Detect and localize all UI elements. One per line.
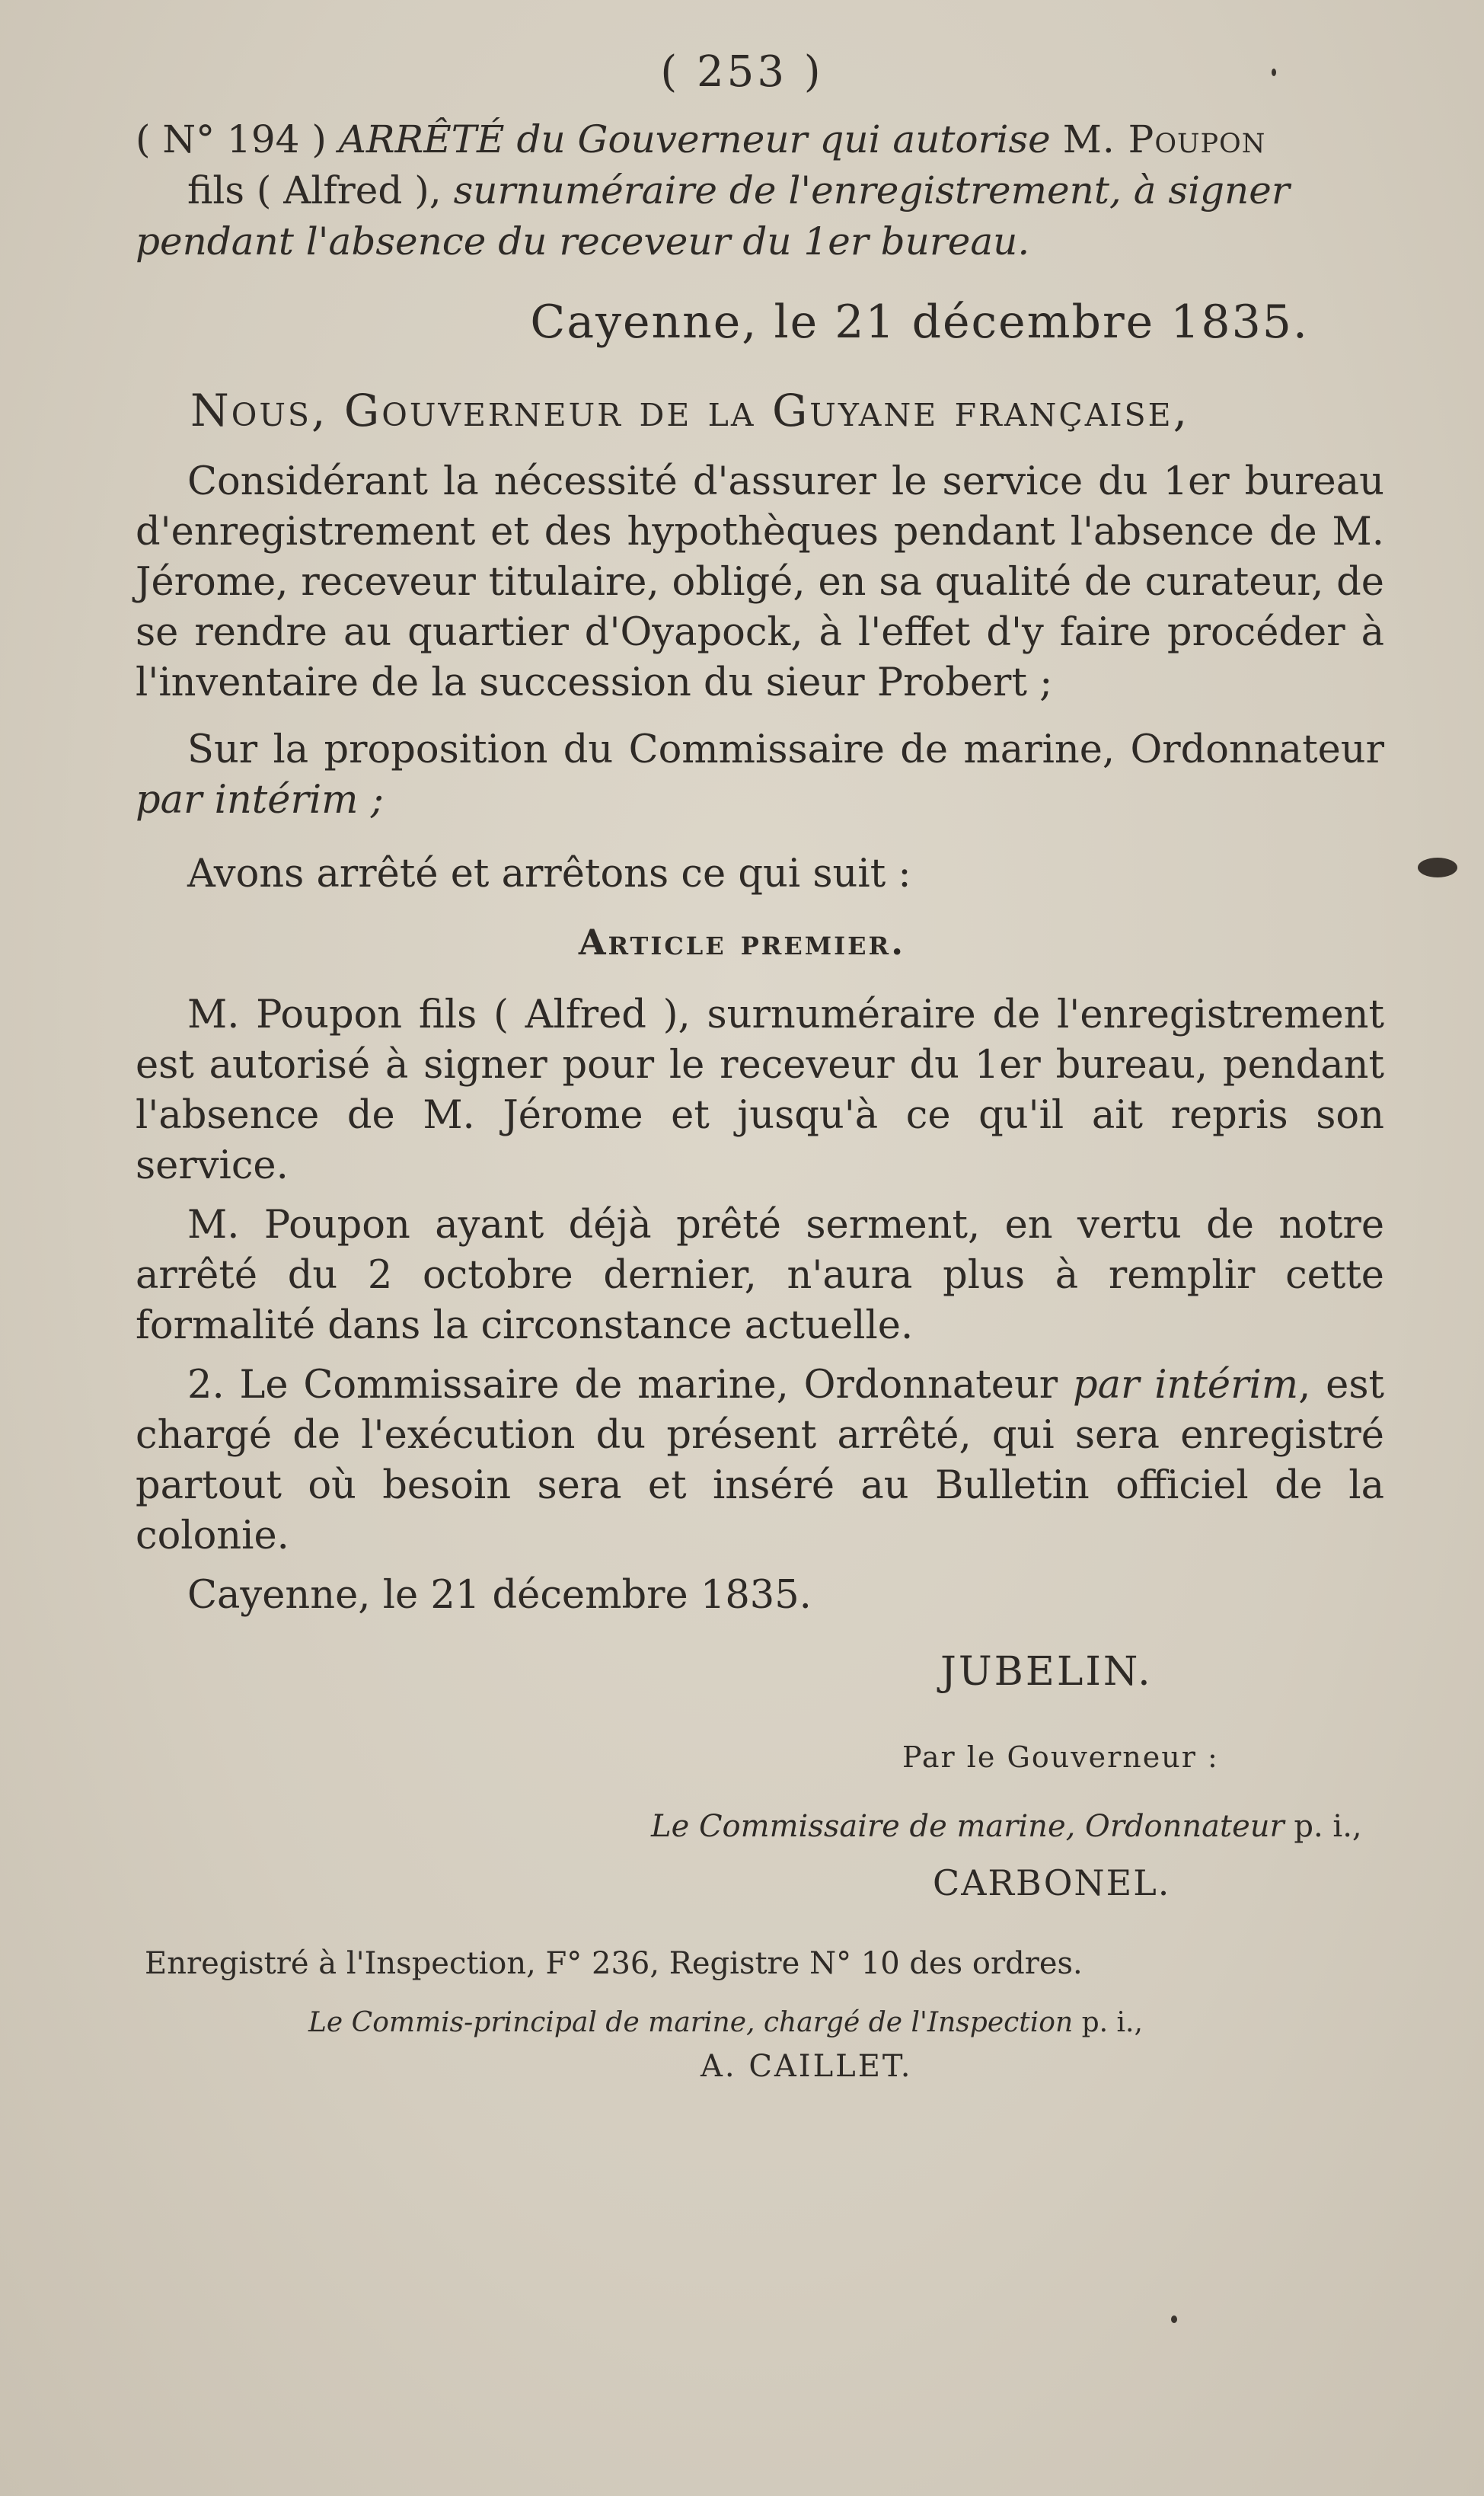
article-1-paragraph-2: M. Poupon ayant déjà prêté serment, en vertu de notre arrêté du 2 octobre dernier, n'aura plus à remplir cette formalité dans la circonstance actuelle. [136,1203,1384,1348]
article-2-text-a: 2. Le Commissaire de marine, Ordonnateur [187,1363,1058,1408]
signature-jubelin: JUBELIN. [940,1649,1153,1695]
registration-line: Enregistré à l'Inspection, F° 236, Registre N° 10 des ordres. [145,1946,1083,1981]
article-1-paragraph-1: M. Poupon fils ( Alfred ), surnuméraire de l'enregistrement est autorisé à signer pour le receveur du 1er bureau, pendant l'absence de M. Jérome et jusqu'à ce qu'il ait repris son service. [136,992,1384,1188]
ink-speck [1171,2315,1177,2323]
article-1 [136,990,1384,1621]
heading-line-3-text: pendant l'absence du receveur du 1er bureau. [136,219,1030,264]
avons-paragraph: Avons arrêté et arrêtons ce qui suit : [187,852,911,896]
commissaire-title [651,1809,1362,1844]
inspection-title-text: Le Commis-principal de marine, chargé de l'Inspection [308,2007,1074,2038]
ink-speck [1272,69,1276,76]
heading-line-3 [136,216,1384,267]
avons [136,849,1384,900]
decree-title-rest: du Gouverneur qui autorise [516,117,1051,161]
preamble [136,457,1384,708]
article-2-text-b: , est chargé de l'exécution du présent arrêté, qui sera enregistré partout où besoin sera et inséré au Bulletin officiel de la colonie. [136,1363,1384,1558]
decree-name: M. Poupon [1062,117,1266,161]
ink-blot [1418,858,1457,877]
heading-line-2a: fils ( Alfred ), [187,168,442,213]
dateline: Cayenne, le 21 décembre 1835. [530,296,1309,349]
article-2-italic: par intérim [1073,1363,1299,1408]
considerant-paragraph: Considérant la nécessité d'assurer le service du 1er bureau d'enregistrement et des hypothèques pendant l'absence de M. Jérome, receveur titulaire, obligé, en sa qualité de curateur, de se rendre au quartier d'Oyapock, à l'effet d'y faire procéder à l'inventaire de la succession du sieur Probert ; [136,459,1384,705]
article-2-paragraph [136,1360,1384,1561]
heading-line-2 [136,165,1384,216]
proposition-text: Sur la proposition du Commissaire de marine, Ordonnateur [187,727,1384,772]
commissaire-name: CARBONEL. [933,1862,1171,1903]
article-title: Article premier. [578,922,906,963]
proposition-paragraph [136,725,1384,826]
commissaire-pi: p. i., [1294,1809,1362,1844]
par-le-gouverneur: Par le Gouverneur : [902,1740,1219,1774]
heading-line-1 [136,114,1384,165]
inspection-title [308,2007,1143,2038]
page-number: ( 253 ) [660,47,824,97]
salutation: Nous, Gouverneur de la Guyane française, [190,385,1190,436]
commissaire-title-text: Le Commissaire de marine, Ordonnateur [651,1809,1285,1844]
heading-line-2b: surnuméraire de l'enregistrement, à signer [453,168,1290,213]
decree-number: ( N° 194 ) [136,117,327,161]
decree-title-word: ARRÊTÉ [338,117,505,161]
inspection-pi: p. i., [1081,2007,1143,2038]
proposition [136,725,1384,826]
decree-heading [136,114,1384,267]
inspection-name: A. CAILLET. [701,2049,913,2084]
proposition-italic: par intérim ; [136,778,384,823]
closing-date: Cayenne, le 21 décembre 1835. [187,1573,812,1618]
